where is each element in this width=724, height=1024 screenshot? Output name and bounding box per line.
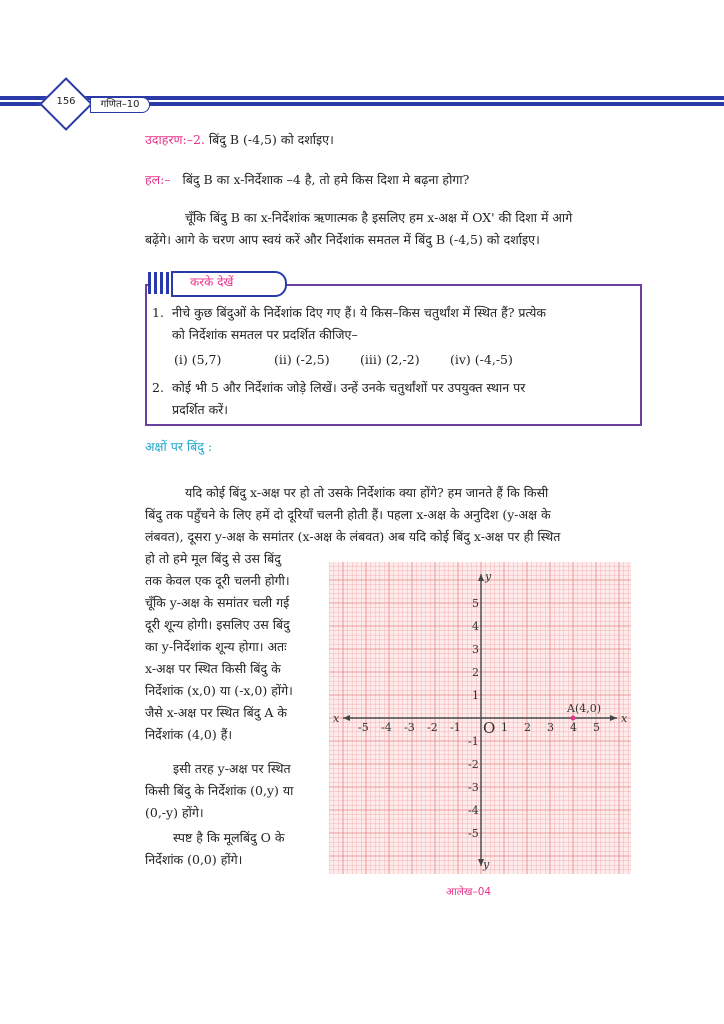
- left-column-2: [145, 758, 325, 824]
- q2-line2: प्रदर्शित करें।: [172, 402, 229, 417]
- paragraph-1: [145, 207, 635, 251]
- x-axis-pos-label: x: [621, 712, 628, 725]
- x-tick-label: 5: [593, 721, 600, 734]
- x-tick-label: -2: [427, 721, 438, 734]
- solution-label: हल:–: [145, 172, 171, 187]
- q1-options: [174, 349, 614, 371]
- option-4: (iv) (-4,-5): [450, 352, 513, 367]
- q2-line1: कोई भी 5 और निर्देशांक जोड़े लिखें। उन्हें उनके चतुर्थांशों पर उपयुक्त स्थान पर: [172, 380, 526, 395]
- book-title: गणित–10: [90, 97, 150, 113]
- para1-line2: बढ़ेंगे। आगे के चरण आप स्वयं करें और निर्देशांक समतल में बिंदु B (-4,5) को दर्शाइए।: [145, 232, 540, 247]
- point-a-label: A(4,0): [567, 702, 602, 715]
- x-tick-label: 2: [524, 721, 531, 734]
- point-a-marker: [571, 716, 576, 721]
- y-tick-label: -2: [468, 758, 479, 771]
- left2-line: इसी तरह y-अक्ष पर स्थित: [173, 761, 291, 776]
- q2-text: [172, 377, 632, 421]
- solution-text: बिंदु B का x-निर्देशाक –4 है, तो हमे किस दिशा मे बढ़ना होगा?: [182, 172, 470, 187]
- example-text: बिंदु B (-4,5) को दर्शाइए।: [204, 132, 334, 147]
- para2-line2: बिंदु तक पहुँचने के लिए हमें दो दूरियाँ चलनी होती हैं। पहला x-अक्ष के अनुदिश (y-अक्ष के: [145, 507, 551, 522]
- left-column-3: [145, 827, 325, 871]
- x-axis-neg-label: x: [333, 712, 340, 725]
- solution-line: [145, 169, 469, 191]
- y-tick-label: 1: [472, 689, 479, 702]
- x-tick-label: -3: [404, 721, 415, 734]
- figure-caption: आलेख–04: [446, 886, 492, 898]
- y-tick-label: 3: [472, 643, 479, 656]
- y-tick-label: -4: [468, 804, 479, 817]
- left-line: तक केवल एक दूरी चलनी होगी।: [145, 573, 290, 588]
- y-axis-neg-label: y: [483, 858, 490, 871]
- left-line: जैसे x-अक्ष पर स्थित बिंदु A के: [145, 705, 287, 720]
- example-label: उदाहरण:–2.: [145, 132, 205, 147]
- y-tick-label: -5: [468, 827, 479, 840]
- x-tick-label: 1: [501, 721, 508, 734]
- left-line: चूँकि y-अक्ष के समांतर चली गई: [145, 595, 290, 610]
- y-tick-label: 2: [472, 666, 479, 679]
- para1-line1: चूँकि बिंदु B का x-निर्देशांक ऋणात्मक है इसलिए हम x-अक्ष में OX' की दिशा में आगे: [185, 210, 573, 225]
- para2-line3: लंबवत), दूसरा y-अक्ष के समांतर (x-अक्ष के लंबवत) अब यदि कोई बिंदु x-अक्ष पर ही स्थित: [145, 529, 561, 544]
- x-tick-label: -4: [381, 721, 392, 734]
- left-line: निर्देशांक (4,0) हैं।: [145, 727, 233, 742]
- option-3: (iii) (2,-2): [360, 352, 420, 367]
- left-line: दूरी शून्य होगी। इसलिए उस बिंदु: [145, 617, 290, 632]
- y-tick-label: -1: [468, 735, 479, 748]
- para2-line1: यदि कोई बिंदु x-अक्ष पर हो तो उसके निर्देशांक क्या होंगे? हम जानते हैं कि किसी: [185, 485, 549, 500]
- page-number: 156: [56, 96, 76, 107]
- q1-line1: नीचे कुछ बिंदुओं के निर्देशांक दिए गए हैं। ये किस–किस चतुर्थांश में स्थित हैं? प्रत्येक: [172, 305, 546, 320]
- left3-line: स्पष्ट है कि मूलबिंदु O के: [173, 830, 285, 845]
- y-tick-label: 5: [472, 597, 479, 610]
- origin-label: O: [483, 719, 496, 737]
- left3-line: निर्देशांक (0,0) होंगे।: [145, 852, 243, 867]
- left-line: x-अक्ष पर स्थित किसी बिंदु के: [145, 661, 281, 676]
- paragraph-2: [145, 482, 635, 548]
- left-line: हो तो हमे मूल बिंदु से उस बिंदु: [145, 551, 281, 566]
- q1-text: [172, 302, 632, 346]
- x-tick-label: 3: [547, 721, 554, 734]
- example-line: [145, 129, 334, 151]
- coordinate-graph: [329, 562, 631, 874]
- left2-line: (0,-y) होंगे।: [145, 805, 204, 820]
- x-tick-label: -5: [358, 721, 369, 734]
- q2-num: 2.: [152, 380, 164, 395]
- y-axis-pos-label: y: [485, 570, 492, 583]
- left-line: का y-निर्देशांक शून्य होगा। अतः: [145, 639, 287, 654]
- option-1: (i) (5,7): [174, 352, 222, 367]
- left-line: निर्देशांक (x,0) या (-x,0) होंगे।: [145, 683, 293, 698]
- section-heading: अक्षों पर बिंदु :: [145, 439, 213, 454]
- x-tick-label: 4: [570, 721, 577, 734]
- left-column: [145, 548, 325, 746]
- y-tick-label: -3: [468, 781, 479, 794]
- x-tick-label: -1: [450, 721, 461, 734]
- q1-num: 1.: [152, 305, 164, 320]
- y-tick-label: 4: [472, 620, 479, 633]
- try-box-title: करके देखें: [190, 275, 234, 289]
- q1-line2: को निर्देशांक समतल पर प्रदर्शित कीजिए–: [172, 327, 358, 342]
- left2-line: किसी बिंदु के निर्देशांक (0,y) या: [145, 783, 294, 798]
- option-2: (ii) (-2,5): [274, 352, 330, 367]
